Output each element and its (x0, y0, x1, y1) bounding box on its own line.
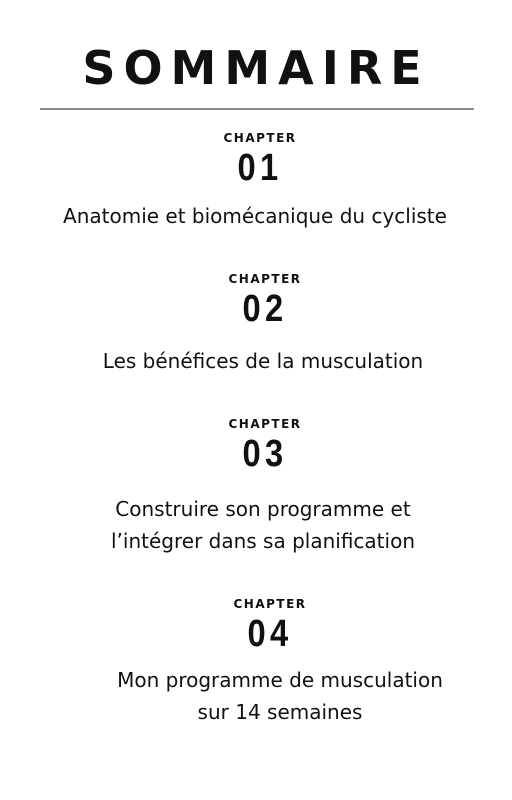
chapter-label: CHAPTER (233, 597, 307, 611)
chapter-title-line: sur 14 semaines (197, 700, 363, 724)
chapter-title-line: Les bénéfices de la musculation (102, 349, 424, 373)
chapter-label: CHAPTER (223, 131, 297, 145)
chapter-title-1 (0, 200, 511, 232)
chapter-heading-2 (205, 271, 325, 331)
chapter-title-line: l’intégrer dans sa planification (111, 529, 415, 553)
chapter-heading-1 (200, 130, 320, 190)
chapter-number: 04 (247, 613, 293, 655)
chapter-heading-3 (205, 416, 325, 476)
title-divider (40, 108, 474, 110)
chapter-title-line: Mon programme de musculation (117, 668, 443, 692)
chapter-title-line: Anatomie et biomécanique du cycliste (63, 204, 447, 228)
chapter-title-line: Construire son programme et (115, 497, 411, 521)
chapter-title-4 (24, 664, 512, 728)
chapter-title-3 (7, 493, 512, 557)
chapter-title-2 (7, 345, 512, 377)
chapter-number: 03 (242, 433, 288, 475)
chapter-number: 01 (237, 147, 283, 189)
chapter-number: 02 (242, 288, 288, 330)
chapter-heading-4 (210, 596, 330, 656)
chapter-label: CHAPTER (228, 272, 302, 286)
chapter-label: CHAPTER (228, 417, 302, 431)
page-title: SOMMAIRE (82, 41, 430, 95)
